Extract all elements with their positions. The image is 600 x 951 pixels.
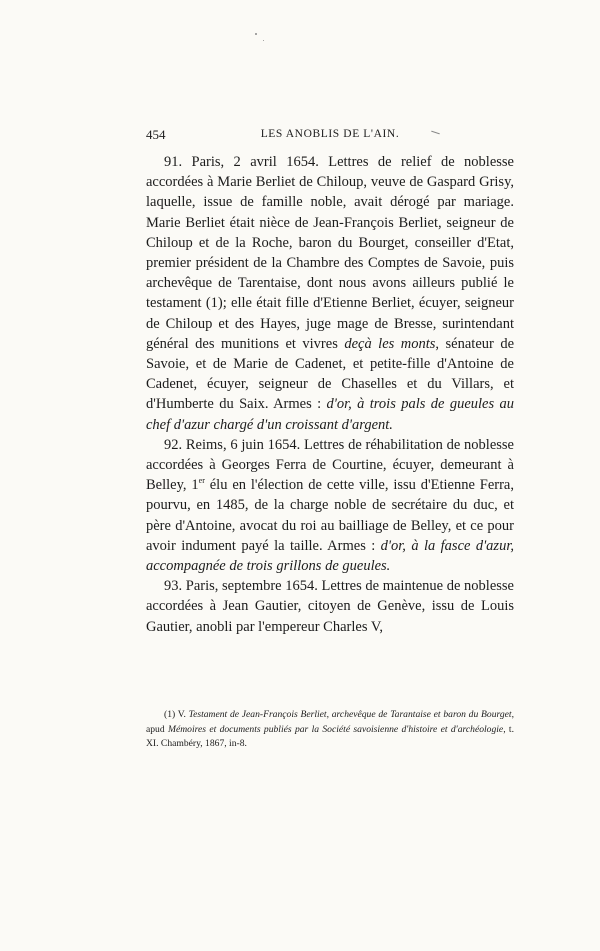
entry-92 <box>146 435 514 576</box>
main-text <box>146 152 514 637</box>
footnote <box>146 708 514 752</box>
page-speck <box>263 40 264 41</box>
italic-run: Testament de Jean-François Berliet, archevêque de Tarantaise et baron du Bourget <box>188 709 512 720</box>
blazon-italic: d'or, à la fasce d'azur, accompagnée de trois grillons de gueules. <box>146 537 514 575</box>
text-run: , sénateur de Savoie, et de Marie de Cadenet, et petite-fille d'Antoine de Cadenet, écuyer, seigneur de Chaselles et du Villars, et d'Humberte du Saix. Armes : <box>146 335 515 413</box>
running-title: LES ANOBLIS DE L'AIN. <box>260 128 400 140</box>
text-run: (1) V. <box>164 709 189 720</box>
entry-91 <box>146 152 514 435</box>
text-run: 93. Paris, septembre 1654. Lettres de maintenue de noblesse accordées à Jean Gautier, citoyen de Genève, issu de Louis Gautier, anobli par l'empereur Charles V, <box>146 578 514 635</box>
italic-run: Mémoires et documents publiés par la Société savoisienne d'histoire et d'archéologie <box>167 723 504 735</box>
text-run: 92. Reims, 6 juin 1654. Lettres de réhabilitation de noblesse accordées à Georges Ferra de Courtine, écuyer, demeurant à Belley, 1 <box>146 436 514 494</box>
running-header <box>146 127 514 145</box>
text-run: 91. Paris, 2 avril 1654. Lettres de relief de noblesse accordées à Marie Berliet de Chiloup, veuve de Gaspard Grisy, laquelle, issue de famille noble, avait dérogé par mariage. Marie Berliet était nièce de Jean-François Berliet, seigneur de Chiloup et de la Roche, baron du Bourget, conseiller d'Etat, premier président de la Chambre des Comptes de Savoie, puis archevêque de Tarentaise, dont nous avons ailleurs publié le testament (1); elle était fille d'Etienne Berliet, écuyer, seigneur de Chiloup et des Hayes, juge mage de Bresse, surintendant général des munitions et vivres <box>146 154 514 352</box>
page-speck <box>255 33 257 35</box>
text-run: élu en l'élection de cette ville, issu d'Etienne Ferra, pourvu, en 1485, de la charge noble de secrétaire du duc, et père d'Antoine, avocat du roi au bailliage de Belley, et ce pour avoir indument payé la taille. Armes : <box>146 477 514 554</box>
text-run: , apud <box>146 709 514 735</box>
footnote-1 <box>146 708 514 752</box>
superscript: er <box>198 476 205 486</box>
text-run: , t. XI. Chambéry, 1867, in-8. <box>146 723 514 750</box>
italic-run: deçà les monts <box>344 335 436 352</box>
entry-93 <box>146 576 514 637</box>
blazon-italic: d'or, à trois pals de gueules au chef d'azur chargé d'un croissant d'argent. <box>146 396 514 433</box>
page-number: 454 <box>146 127 166 142</box>
